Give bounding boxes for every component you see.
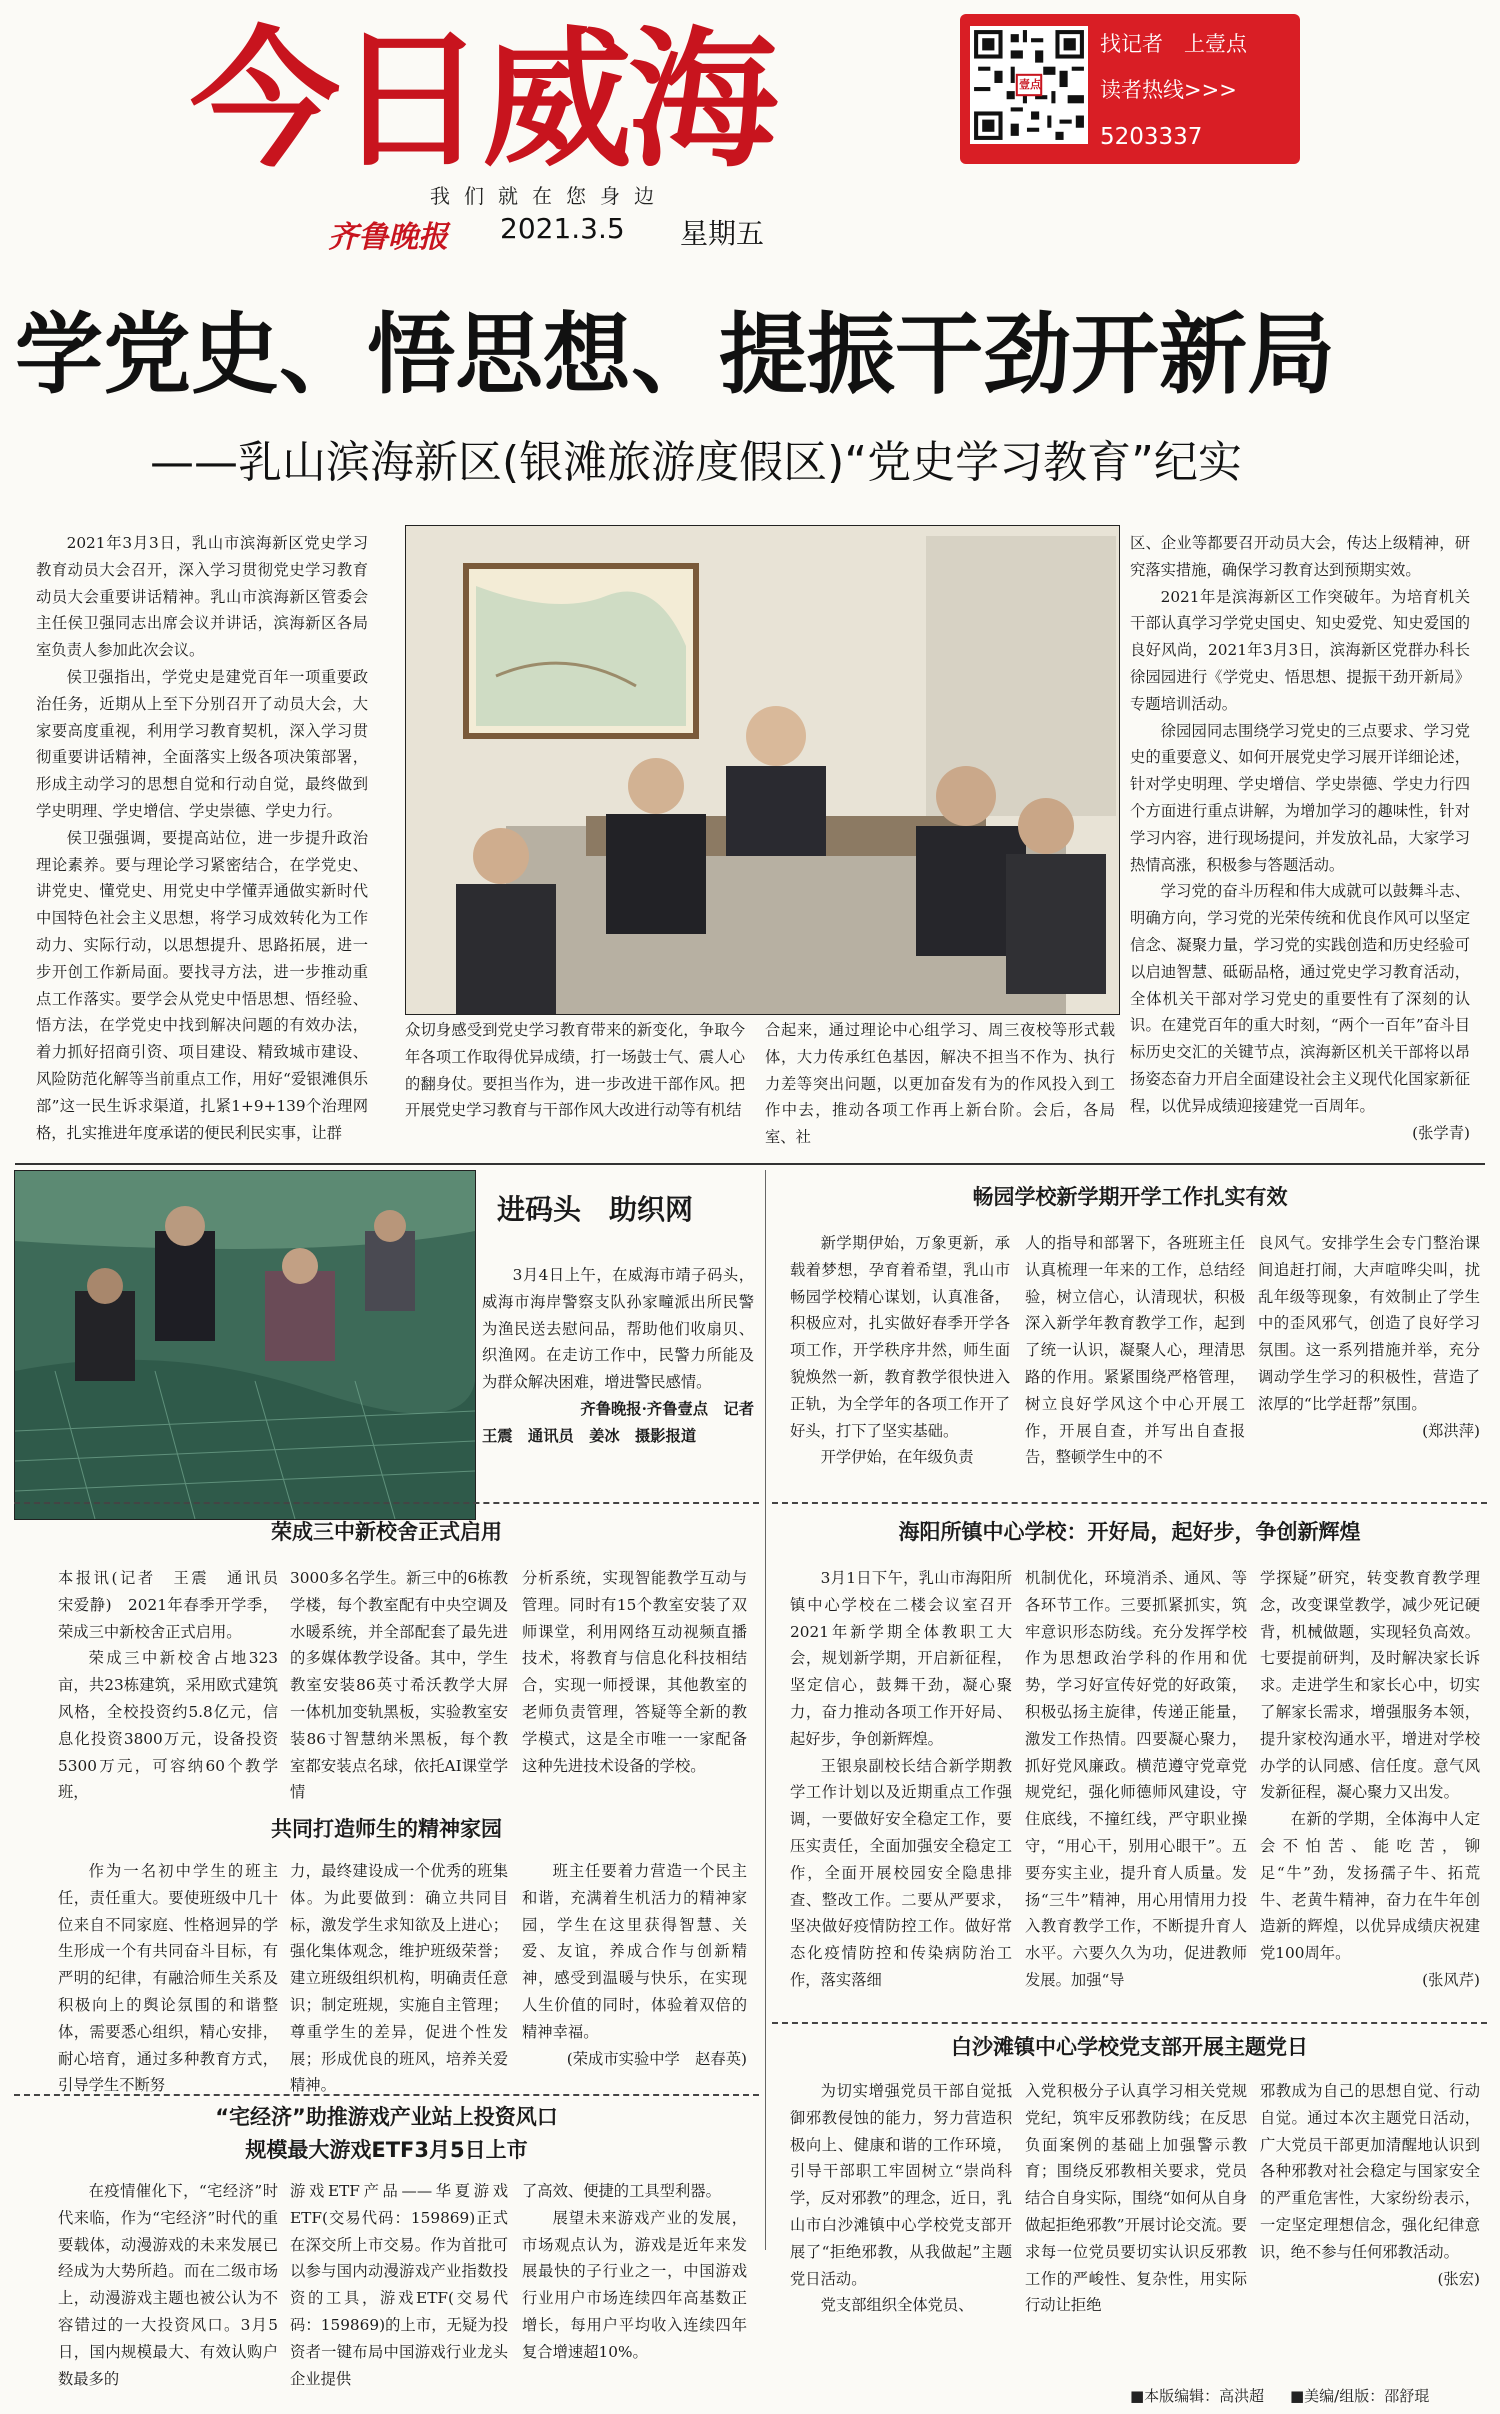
lead-bottom-text-1: 众切身感受到党史学习教育带来的新变化，争取今年各项工作取得优异成绩，打一场鼓士气、震人心的翻身仗。要担当作为，进一步改进干部作风。把开展党史学习教育与干部作风大改进行动等有机结	[405, 1021, 745, 1120]
divider-lead	[15, 1163, 1485, 1165]
changyuan-col-1	[790, 1230, 1010, 1520]
haiyang-col1-paras	[790, 1565, 1012, 1994]
haiyang-title: 海阳所镇中心学校：开好局，起好步，争创新辉煌	[898, 1520, 1361, 1544]
etf-col-2	[290, 2178, 508, 2400]
spirit-col-2	[290, 1858, 508, 2108]
lead-col1-paragraph: 侯卫强指出，学党史是建党百年一项重要政治任务，近期从上至下分别召开了动员大会，大家要高度重视，利用学习教育契机，深入学习贯彻重要讲话精神，全面落实上级各项决策部署，形成主动学习的思想自觉和行动自觉，最终做到学史明理、学史增信、学史崇德、学史力行。	[36, 667, 368, 820]
haiyang-col1-paragraph: 王银泉副校长结合新学期教学工作计划以及近期重点工作强调，一要做好安全稳定工作，要压实责任，全面加强安全稳定工作，全面开展校园安全隐患排查、整改工作。二要从严要求，坚决做好疫情防控工作。做好常态化疫情防控和传染病防治工作，落实落细	[790, 1756, 1012, 1989]
spirit-text-1: 作为一名初中学生的班主任，责任重大。要使班级中几十位来自不同家庭、性格迥异的学生形成一个有共同奋斗目标，有严明的纪律，有融洽师生关系及积极向上的舆论氛围的和谐整体，需要悉心组织，精心安排，耐心培育，通过多种教育方式，引导学生不断努	[58, 1862, 278, 2095]
lead-col3-paragraph: 徐园园同志围绕学习党史的三点要求、学习党史的重要意义、如何开展党史学习展开详细论述，针对学史明理、学史增信、学史崇德、学史力行四个方面进行重点讲解，为增加学习的趣味性，针对学习内容，进行现场提问，并发放礼品，大家学习热情高涨，积极参与答题活动。	[1130, 721, 1470, 874]
lead-column-3	[1130, 530, 1470, 1155]
baisha-signature: (张宏)	[1437, 2269, 1480, 2288]
lead-col3-paras	[1130, 530, 1470, 1146]
haiyang-signature: (张风芹)	[1422, 1970, 1480, 1989]
etf-col3-paragraph: 展望未来游戏产业的发展，市场观点认为，游戏是近年来发展最快的子行业之一，中国游戏行业用户市场连续四年高基数正增长，每用户平均收入连续四年复合增速超10%。	[522, 2208, 747, 2361]
lead-bottom-text-2: 合起来，通过理论中心组学习、周三夜校等形式载体，大力传承红色基因，解决不担当不作为、执行力差等突出问题，以更加奋发有为的作风投入到工作中去，推动各项工作再上新台阶。会后，各局室、社	[765, 1021, 1115, 1147]
lead-meeting-photo	[405, 525, 1120, 1015]
lead-bottom-col-2	[765, 1017, 1115, 1157]
lead-col1-paragraph: 侯卫强强调，要提高站位，进一步提升政治理论素养。要与理论学习紧密结合，在学党史、讲党史、懂党史、用党史中学懂弄通做实新时代中国特色社会主义思想，将学习成效转化为工作动力、实际行动，以思想提升、思路拓展，进一步开创工作新局面。要找寻方法，进一步推动重点工作落实。要学会从党史中悟思想、悟经验、悟方法，在学党史中找到解决问题的有效办法，着力抓好招商引资、项目建设、精致城市建设、风险防范化解等当前重点工作，用好“爱银滩俱乐部”这一民生诉求渠道，扎紧1+9+139个治理网格，扎实推进年度承诺的便民利民实事，让群	[36, 828, 368, 1142]
etf-col-1	[58, 2178, 278, 2400]
spirit-title: 共同打造师生的精神家园	[271, 1817, 502, 1841]
spirit-signature: (荣成市实验中学 赵春英)	[566, 2049, 747, 2068]
rongcheng-col1-paragraph: 本报讯(记者 王震 通讯员 宋爱静) 2021年春季开学季，荣成三中新校舍正式启用。	[58, 1569, 294, 1641]
changyuan-text-3: 良风气。安排学生会专门整治课间追赶打闹，大声喧哗尖叫，扰乱年级等现象，有效制止了学生中的歪风邪气，创造了良好学习氛围。这一系列措施并举，充分调动学生学习的积极性，营造了浓厚的“比学赶帮”氛围。	[1258, 1234, 1480, 1413]
lead-subheadline: ——乳山滨海新区(银滩旅游度假区)“党史学习教育”纪实	[150, 437, 1242, 488]
lead-col3-paragraph: 区、企业等都要召开动员大会，传达上级精神，研究落实措施，确保学习教育达到预期实效。	[1130, 534, 1470, 579]
fishing-title: 进码头 助织网	[496, 1193, 693, 1226]
lead-headline: 学党史、悟思想、提振干劲开新局	[15, 303, 1336, 406]
etf-title-2: 规模最大游戏ETF3月5日上市	[245, 2138, 528, 2162]
masthead-slogan: 我们就在您身边	[430, 184, 668, 208]
spirit-text-3: 班主任要着力营造一个民主和谐，充满着生机活力的精神家园，学生在这里获得智慧、关爱、友谊，养成合作与创新精神，感受到温暖与快乐，在实现人生价值的同时，体验着双倍的精神幸福。	[522, 1862, 747, 2041]
lead-bottom-col-1	[405, 1017, 745, 1157]
fishing-photo	[14, 1170, 476, 1520]
haiyang-text-3: 学探疑”研究，转变教育教学理念，改变课堂教学，减少死记硬背，机械做题，实现轻负高效。七要提前研判，及时解决家长诉求。走进学生和家长心中，切实了解家长需求，增强服务本领，提升家校沟通水平，增进对学校办学的认同感、信任度。意气风发新征程，凝心聚力又出发。	[1260, 1569, 1480, 1802]
baisha-col1-paragraph: 为切实增强党员干部自觉抵御邪教侵蚀的能力，努力营造积极向上、健康和谐的工作环境，引导干部职工牢固树立“崇尚科学，反对邪教”的理念，近日，乳山市白沙滩镇中心学校党支部开展了“拒绝邪教，从我做起”主题党日活动。	[790, 2082, 1012, 2288]
contact-line2: 读者热线>>>	[1100, 78, 1237, 102]
divider-vertical-mid	[765, 1170, 766, 2250]
spirit-text-2: 力，最终建设成一个优秀的班集体。为此要做到：确立共同目标，激发学生求知欲及上进心；强化集体观念，维护班级荣誉；建立班级组织机构，明确责任意识；制定班规，实施自主管理；尊重学生的差异，促进个性发展；形成优良的班风，培养关爱精神。	[290, 1862, 508, 2095]
issue-date: 2021.3.5	[500, 212, 625, 245]
divider-dash-2	[772, 1502, 1487, 1504]
fishing-photo-image	[15, 1171, 475, 1519]
rongcheng-text-3: 分析系统，实现智能教学互动与管理。同时有15个教室安装了双师课堂，利用网络互动视频直播技术，将教育与信息化科技相结合，实现一师授课，其他教室的老师负责管理，答疑等全新的教学模式，这是全市唯一一家配备这种先进技术设备的学校。	[522, 1569, 747, 1775]
baisha-col1-paras	[790, 2078, 1012, 2319]
etf-col-3	[522, 2178, 747, 2400]
lead-col3-paragraph: (张学青)	[1412, 1123, 1470, 1142]
baisha-text-3: 邪教成为自己的思想自觉、行动自觉。通过本次主题党日活动，广大党员干部更加清醒地认识到各种邪教对社会稳定与国家安全的严重危害性，大家纷纷表示，一定坚定理想信念，强化纪律意识，绝不参与任何邪教活动。	[1260, 2082, 1480, 2261]
fishing-body: 3月4日上午，在威海市靖子码头，威海市海岸警察支队孙家疃派出所民警为渔民送去慰问品，帮助他们收扇贝、织渔网。在走访工作中，民警力所能及为群众解决困难，增进警民感情。	[482, 1266, 754, 1392]
changyuan-col-3	[1258, 1230, 1480, 1520]
rongcheng-col1-paragraph: 荣成三中新校舍占地323亩，共23栋建筑，采用欧式建筑风格，全校投资约5.8亿元，信息化投资3800万元，设备投资5300万元，可容纳60个教学班，	[58, 1649, 278, 1802]
contact-line1: 找记者 上壹点	[1100, 32, 1247, 56]
rongcheng-text-2: 3000多名学生。新三中的6栋教学楼，每个教室配有中央空调及水暖系统，并全部配套了最先进的多媒体教学设备。其中，学生教室安装86英寸希沃教学大屏一体机加变轨黑板，实验教室安装86寸智慧纳米黑板，每个教室都安装点名球，依托AI课堂学情	[290, 1569, 508, 1802]
rongcheng-col-3	[522, 1565, 747, 1810]
etf-text-1: 在疫情催化下，“宅经济”时代来临，作为“宅经济”时代的重要载体，动漫游戏的未来发展已经成为大势所趋。而在二级市场上，动漫游戏主题也被公认为不容错过的一大投资风口。3月5日，国内规模最大、有效认购户数最多的	[58, 2182, 278, 2388]
qr-code[interactable]	[970, 26, 1088, 144]
rongcheng-col-2	[290, 1565, 508, 1810]
etf-col3-paras	[522, 2178, 747, 2366]
divider-dash-1	[14, 1502, 759, 1504]
lead-col3-paragraph: 学习党的奋斗历程和伟大成就可以鼓舞斗志、明确方向，学习党的光荣传统和优良作风可以坚定信念、凝聚力量，学习党的实践创造和历史经验可以启迪智慧、砥砺品格，通过党史学习教育活动，全体机关干部对学习党史的重要性有了深刻的认识。在建党百年的重大时刻，“两个一百年”奋斗目标历史交汇的关键节点，滨海新区机关干部将以昂扬姿态奋力开启全面建设社会主义现代化国家新征程，以优异成绩迎接建党一百周年。	[1130, 882, 1470, 1115]
lead-col1-paragraph: 2021年3月3日，乳山市滨海新区党史学习教育动员大会召开，深入学习贯彻党史学习教育动员大会重要讲话精神。乳山市滨海新区管委会主任侯卫强同志出席会议并讲话，滨海新区各局室负责人参加此次会议。	[36, 534, 368, 660]
baisha-col-2	[1025, 2078, 1247, 2388]
haiyang-text-3b: 在新的学期，全体海中人定会不怕苦、能吃苦，铆足“牛”劲，发扬孺子牛、拓荒牛、老黄牛精神，奋力在牛年创造新的辉煌，以优异成绩庆祝建党100周年。	[1260, 1810, 1480, 1963]
baisha-col-1	[790, 2078, 1012, 2388]
spirit-col-3	[522, 1858, 747, 2108]
issue-weekday: 星期五	[680, 217, 765, 250]
baisha-col-3	[1260, 2078, 1480, 2388]
hotline-number[interactable]: 5203337	[1100, 124, 1203, 150]
changyuan-col-2	[1025, 1230, 1245, 1520]
lead-column-1	[36, 530, 368, 1155]
meeting-photo-image	[406, 526, 1119, 1014]
contact-box	[960, 14, 1300, 164]
changyuan-signature: (郑洪萍)	[1422, 1421, 1480, 1440]
lead-col3-paragraph: 2021年是滨海新区工作突破年。为培育机关干部认真学习学党史国史、知史爱党、知史爱国的良好风尚，2021年3月3日，滨海新区党群办科长徐园园进行《学党史、悟思想、提振干劲开新局》专题培训活动。	[1130, 587, 1470, 713]
haiyang-text-2: 机制优化，环境消杀、通风、等各环节工作。三要抓紧抓实，筑牢意识形态防线。充分发挥学校作为思想政治学科的作用和优势，学习好宣传好党的好政策，积极弘扬主旋律，传递正能量，激发工作热情。四要凝心聚力，抓好党风廉政。横范遵守党章党规党纪，强化师德师风建设，守住底线，不撞红线，严守职业操守，“用心干，别用心眼干”。五要夯实主业，提升育人质量。发扬“三牛”精神，用心用情用力投入教育教学工作，不断提升育人水平。六要久久为功，促进教师发展。加强“导	[1025, 1569, 1247, 1989]
rongcheng-col-1	[58, 1565, 294, 1810]
changyuan-title: 畅园学校新学期开学工作扎实有效	[972, 1185, 1288, 1209]
etf-text-2: 游戏ETF产品——华夏游戏ETF(交易代码：159869)正式在深交所上市交易。作为首批可以参与国内动漫游戏产业指数投资的工具，游戏ETF(交易代码：159869)的上市，无疑为投资者一键布局中国游戏行业龙头企业提供	[290, 2182, 508, 2388]
masthead-title: 今日威海	[190, 14, 775, 188]
changyuan-col1-paragraph: 开学伊始，在年级负责	[820, 1448, 974, 1467]
footer-designer: ■美编/组版：邵舒琨	[1290, 2387, 1430, 2405]
lead-col1-paras	[36, 530, 368, 1146]
paper-name: 齐鲁晚报	[328, 220, 448, 255]
divider-dash-3	[14, 2094, 759, 2096]
etf-col3-paragraph: 了高效、便捷的工具型利器。	[522, 2182, 721, 2200]
baisha-title: 白沙滩镇中心学校党支部开展主题党日	[951, 2035, 1308, 2059]
haiyang-col-2	[1025, 1565, 1247, 2055]
fishing-article	[482, 1262, 754, 1520]
baisha-text-2: 入党积极分子认真学习相关党规党纪，筑牢反邪教防线；在反思负面案例的基础上加强警示教育；围绕反邪教相关要求，党员结合自身实际，围绕“如何从自身做起拒绝邪教”开展讨论交流。要求每一位党员要切实认识反邪教工作的严峻性、复杂性，用实际行动让拒绝	[1025, 2082, 1247, 2315]
rongcheng-title: 荣成三中新校舍正式启用	[271, 1520, 502, 1544]
changyuan-col1-paragraph: 新学期伊始，万象更新，承载着梦想，孕育着希望，乳山市畅园学校精心谋划，认真准备，积极应对，扎实做好春季开学各项工作，开学秩序井然，师生面貌焕然一新，教育教学很快进入正轨，为全学年的各项工作开了好头，打下了坚实基础。	[790, 1234, 1010, 1440]
changyuan-col1-paras	[790, 1230, 1010, 1471]
rongcheng-col1-paras	[58, 1565, 294, 1806]
changyuan-text-2: 人的指导和部署下，各班班主任认真梳理一年来的工作，总结经验，树立信心，认清现状，积极深入新学年教育教学工作，起到了统一认识，凝聚人心，理清思路的作用。紧紧围绕严格管理，树立良好学风这个中心开展工作，开展自查，并写出自查报告，整顿学生中的不	[1025, 1234, 1245, 1467]
qr-label: 壹点	[1019, 78, 1041, 91]
divider-dash-4	[772, 2022, 1487, 2024]
etf-title-1: “宅经济”助推游戏产业站上投资风口	[215, 2105, 558, 2129]
fishing-credit-1: 齐鲁晚报·齐鲁壹点 记者	[580, 1399, 754, 1418]
haiyang-col1-paragraph: 3月1日下午，乳山市海阳所镇中心学校在二楼会议室召开2021年新学期全体教职工大会，规划新学期，开启新征程，坚定信心，鼓舞干劲，凝心聚力，奋力推动各项工作开好局、起好步，争创新辉煌。	[790, 1569, 1012, 1748]
haiyang-col-3	[1260, 1565, 1480, 2055]
spirit-col-1	[58, 1858, 278, 2108]
footer-editor: ■本版编辑：高洪超	[1130, 2387, 1265, 2405]
haiyang-col-1	[790, 1565, 1012, 2055]
baisha-col1-paragraph: 党支部组织全体党员、	[820, 2296, 974, 2315]
masthead	[0, 0, 1500, 270]
fishing-credit-2: 王震 通讯员 姜冰 摄影报道	[482, 1426, 697, 1445]
